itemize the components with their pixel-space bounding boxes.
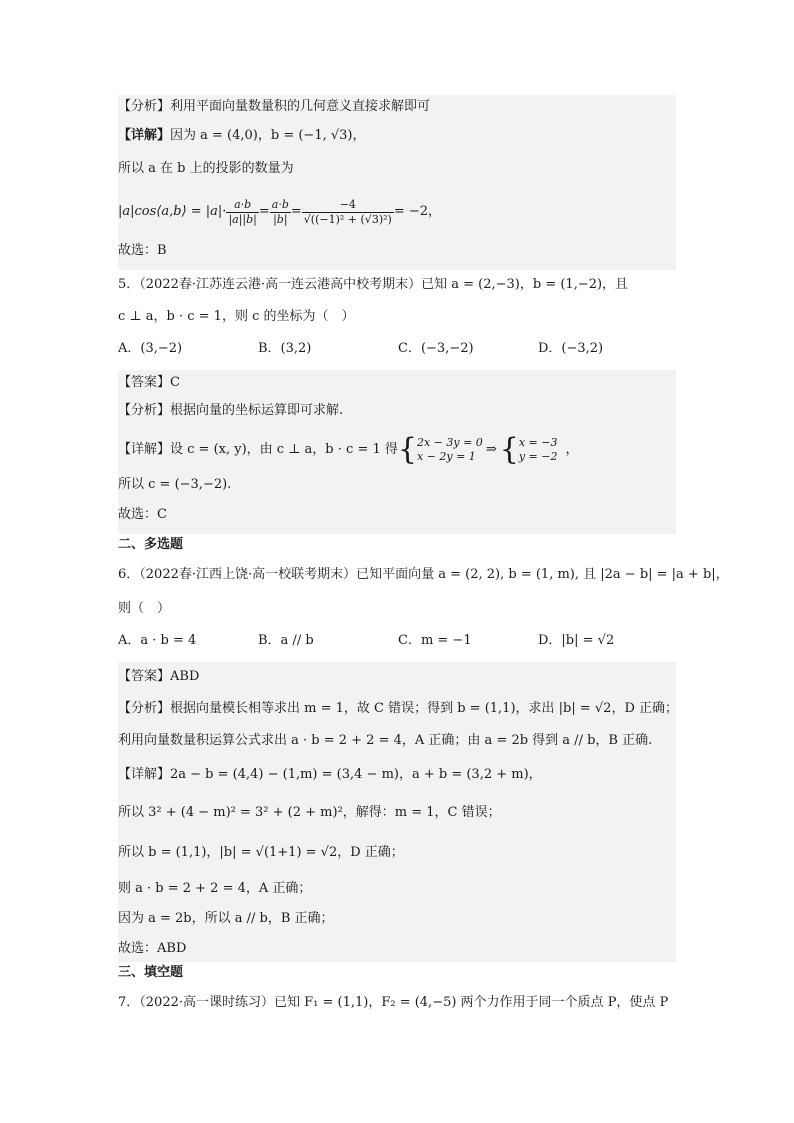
q4-projection-text: 所以 a 在 b 上的投影的数量为 [118, 161, 294, 176]
section-heading: 二、多选题 [118, 537, 184, 552]
fraction: $\frac{-4}{\text{√((−1)² + (√3)²)}}$ [303, 197, 392, 226]
q5-detail: 【详解】设 c = (x, y)，由 c ⊥ a，b · c = 1 得 { 2x − 3y = 0 x − 2y = 1 ⇒ { x = −3 y = −2 ， [118, 432, 579, 467]
q5-option-b: B．(3,2) [258, 341, 312, 356]
q5-stem-line1: 5．（2022春·江苏连云港·高一连云港高中校考期末）已知 a = (2,−3)，b = (1,−2)，且 [118, 277, 629, 292]
left-brace-icon: { [499, 432, 519, 467]
fraction: $\frac{a\cdot b}{|a||b|}$ [228, 197, 257, 226]
q6-analysis-2: 利用向量数量积运算公式求出 a · b = 2 + 2 = 4，A 正确；由 a = 2b 得到 a // b，B 正确. [118, 733, 653, 748]
q5-option-c: C．(−3,−2) [398, 341, 474, 356]
q6-stem-line2: 则（ ） [118, 601, 171, 616]
q6-detail-2: 所以 3² + (4 − m)² = 3² + (2 + m)²，解得：m = 1，C 错误； [118, 805, 501, 820]
q5-stem [118, 270, 676, 370]
q6-option-a: A．a · b = 4 [118, 633, 197, 648]
q6-option-d: D．|b| = √2 [538, 633, 615, 648]
q6-final-answer: 故选：ABD [118, 941, 187, 956]
q7-stem: 7．（2022·高一课时练习）已知 F₁ = (1,1)，F₂ = (4,−5) 两个力作用于同一个质点 P，使点 P [118, 995, 669, 1010]
q5-final-answer: 故选：C [118, 507, 167, 522]
q5-option-d: D．(−3,2) [538, 341, 604, 356]
document-page [118, 95, 729, 1024]
equation-system: 2x − 3y = 0 x − 2y = 1 [416, 436, 483, 463]
q4-solution-block [118, 95, 676, 270]
q6-option-c: C．m = −1 [398, 633, 472, 648]
q6-answer-key: 【答案】ABD [118, 669, 200, 684]
fraction: $\frac{a\cdot b}{|b|}$ [271, 197, 289, 226]
q5-analysis: 【分析】根据向量的坐标运算即可求解. [118, 403, 344, 418]
q5-option-a: A．(3,−2) [118, 341, 183, 356]
q6-detail-5: 因为 a = 2b，所以 a // b，B 正确； [118, 911, 334, 926]
section-heading: 三、填空题 [118, 965, 184, 980]
q6-solution-block [118, 662, 679, 962]
q6-stem-line1: 6．（2022春·江西上饶·高一校联考期末）已知平面向量 a = (2, 2), b = (1, m), 且 |2a − b| = |a + b|， [118, 567, 729, 582]
q6-detail-4: 则 a · b = 2 + 2 = 4，A 正确； [118, 881, 312, 896]
q6-stem [118, 560, 729, 662]
q6-detail-1: 【详解】2a − b = (4,4) − (1,m) = (3,4 − m)，a + b = (3,2 + m)， [118, 767, 542, 782]
q6-options [118, 630, 676, 662]
q5-answer-key: 【答案】C [118, 375, 180, 390]
left-brace-icon: { [397, 432, 417, 467]
q6-analysis-1: 【分析】根据向量模长相等求出 m = 1，故 C 错误；得到 b = (1,1)，求出 |b| = √2，D 正确； [118, 701, 679, 716]
q4-analysis: 【分析】利用平面向量数量积的几何意义直接求解即可 [118, 99, 431, 114]
q5-stem-line2: c ⊥ a，b · c = 1，则 c 的坐标为（ ） [118, 309, 355, 324]
q6-option-b: B．a // b [258, 633, 314, 648]
q5-conclusion: 所以 c = (−3,−2). [118, 477, 232, 492]
q5-options [118, 338, 676, 370]
q4-answer: 故选：B [118, 243, 167, 258]
q6-detail-3: 所以 b = (1,1)，|b| = √(1+1) = √2，D 正确； [118, 845, 404, 860]
q4-detail: 【详解】因为 a = (4,0)，b = (−1, √3)， [118, 128, 366, 143]
q4-formula: |a|cos⟨a,b⟩ = |a|· $\frac{a\cdot b}{|a||b|}$ = $\frac{a\cdot b}{|b|}$ = $\frac{-4}{\text{√((−1)² + (√3)²)}}$ = −2， [118, 197, 442, 226]
equation-system: x = −3 y = −2 [518, 436, 558, 463]
q5-solution-block [118, 370, 676, 534]
